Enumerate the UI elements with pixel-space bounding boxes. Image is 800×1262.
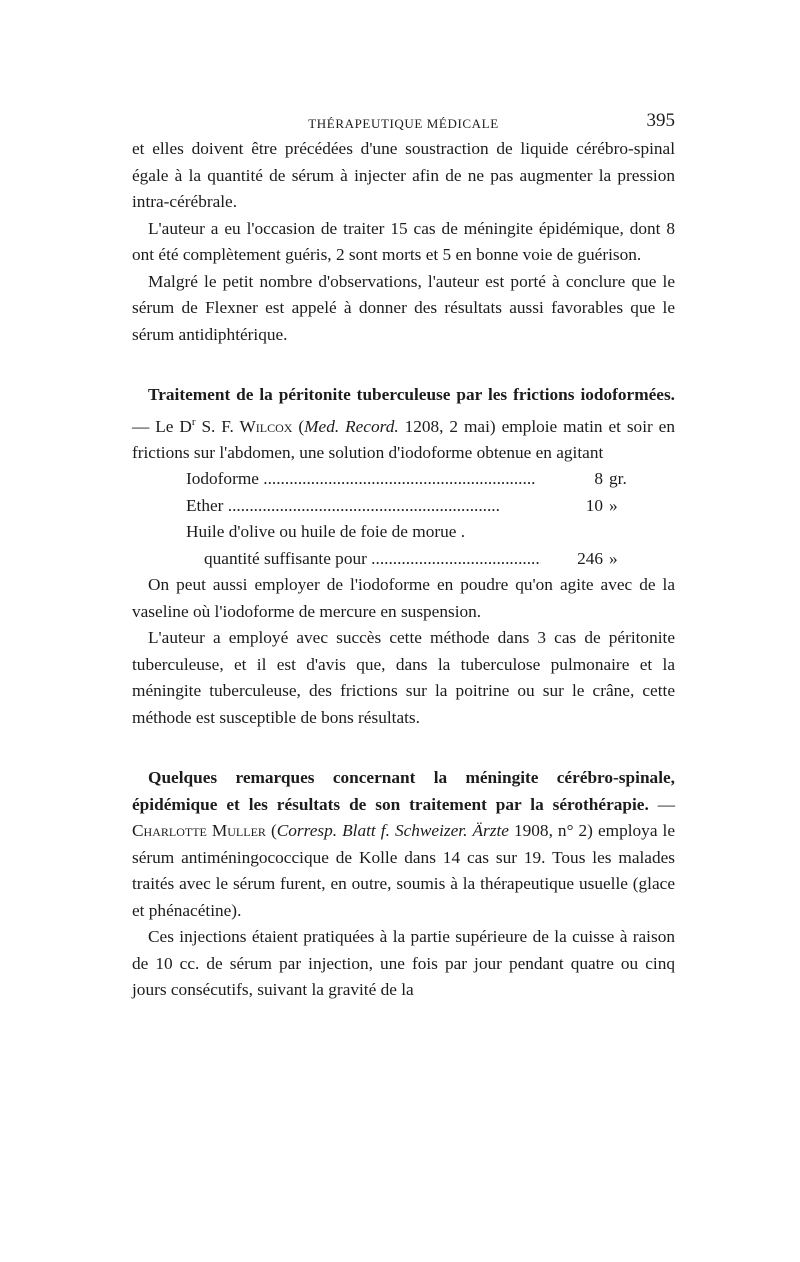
recipe-ingredient: quantité suffisante pour bbox=[204, 548, 367, 568]
page-content bbox=[132, 110, 675, 1004]
paragraph: On peut aussi employer de l'iodoforme en poudre qu'on agite avec de la vaseline où l'iodoforme de mercure en suspension. bbox=[132, 575, 675, 621]
body-text: employa le sérum antiméningococcique de Kolle dans 14 cas sur 19. Tous les malades traités avec le sérum furent, en outre, soumis à la thérapeutique usuelle (glace et phénacétine). bbox=[132, 821, 676, 920]
recipe-row bbox=[132, 466, 675, 493]
running-title: THÉRAPEUTIQUE MÉDICALE bbox=[308, 116, 499, 131]
recipe-row bbox=[132, 546, 675, 573]
journal-name: Corresp. Blatt f. Schweizer. Ärzte bbox=[276, 821, 509, 841]
paragraph: L'auteur a employé avec succès cette méthode dans 3 cas de péritonite tuberculeuse, et il est d'avis que, dans la tuberculose pulmonaire et la méningite tuberculeuse, des frictions sur la poitrine ou sur le crâne, cette méthode est susceptible de bons résultats. bbox=[132, 628, 675, 727]
recipe-ingredient: Iodoforme bbox=[186, 469, 259, 489]
article-title: Quelques remarques concernant la méningite cérébro-spinale, épidémique et les résultats de son traitement par la sérothérapie. bbox=[132, 768, 675, 814]
ref-open: ( bbox=[265, 821, 277, 841]
recipe-list bbox=[132, 466, 675, 572]
recipe-row bbox=[132, 493, 675, 520]
recipe-unit: » bbox=[609, 495, 618, 515]
article-title: Traitement de la péritonite tuberculeuse par les frictions iodoformées. bbox=[148, 385, 675, 404]
dash-text: — Le D bbox=[132, 416, 192, 436]
article-meningitis bbox=[132, 765, 675, 924]
ref-open: ( bbox=[292, 416, 305, 436]
article-iodoform bbox=[132, 382, 675, 466]
dr-superscript: r bbox=[191, 415, 196, 428]
recipe-row bbox=[132, 519, 675, 546]
dash-text: — bbox=[648, 794, 675, 814]
paragraph: Ces injections étaient pratiquées à la partie supérieure de la cuisse à raison de 10 cc. de sérum par injection, une fois par jour pendant quatre ou cinq jours consécutifs, suivant la gravité de la bbox=[132, 927, 675, 1000]
author-name: Charlotte Muller bbox=[132, 821, 266, 841]
paragraph: L'auteur a eu l'occasion de traiter 15 cas de méningite épidémique, dont 8 ont été complètement guéris, 2 sont morts et 5 en bonne voie de guérison. bbox=[132, 218, 675, 264]
page-number: 395 bbox=[646, 110, 675, 131]
recipe-unit: » bbox=[609, 548, 618, 568]
paragraph: Malgré le petit nombre d'observations, l'auteur est porté à conclure que le sérum de Flexner est appelé à donner des résultats aussi favorables que le sérum antidiphtérique. bbox=[132, 271, 675, 344]
recipe-qty: 246 bbox=[577, 548, 603, 568]
intro-text: emploie matin et soir en frictions sur l'abdomen, une solution d'iodoforme obtenue en agitant bbox=[132, 416, 675, 462]
author-name: S. F. Wilcox bbox=[195, 416, 293, 436]
recipe-qty: 8 bbox=[594, 469, 603, 489]
recipe-ingredient: Huile d'olive ou huile de foie de morue . bbox=[186, 522, 466, 542]
journal-name: Med. Record. bbox=[304, 416, 399, 436]
recipe-ingredient: Ether bbox=[186, 495, 224, 515]
recipe-unit: gr. bbox=[609, 469, 627, 489]
reference: 1208, 2 mai) bbox=[398, 416, 496, 436]
reference: 1908, n° 2) bbox=[508, 821, 593, 841]
paragraph: et elles doivent être précédées d'une soustraction de liquide cérébro-spinal égale à la quantité de sérum à injecter afin de ne pas augmenter la pression intra-cérébrale. bbox=[132, 139, 675, 211]
page-header bbox=[132, 110, 675, 136]
recipe-qty: 10 bbox=[585, 495, 603, 515]
